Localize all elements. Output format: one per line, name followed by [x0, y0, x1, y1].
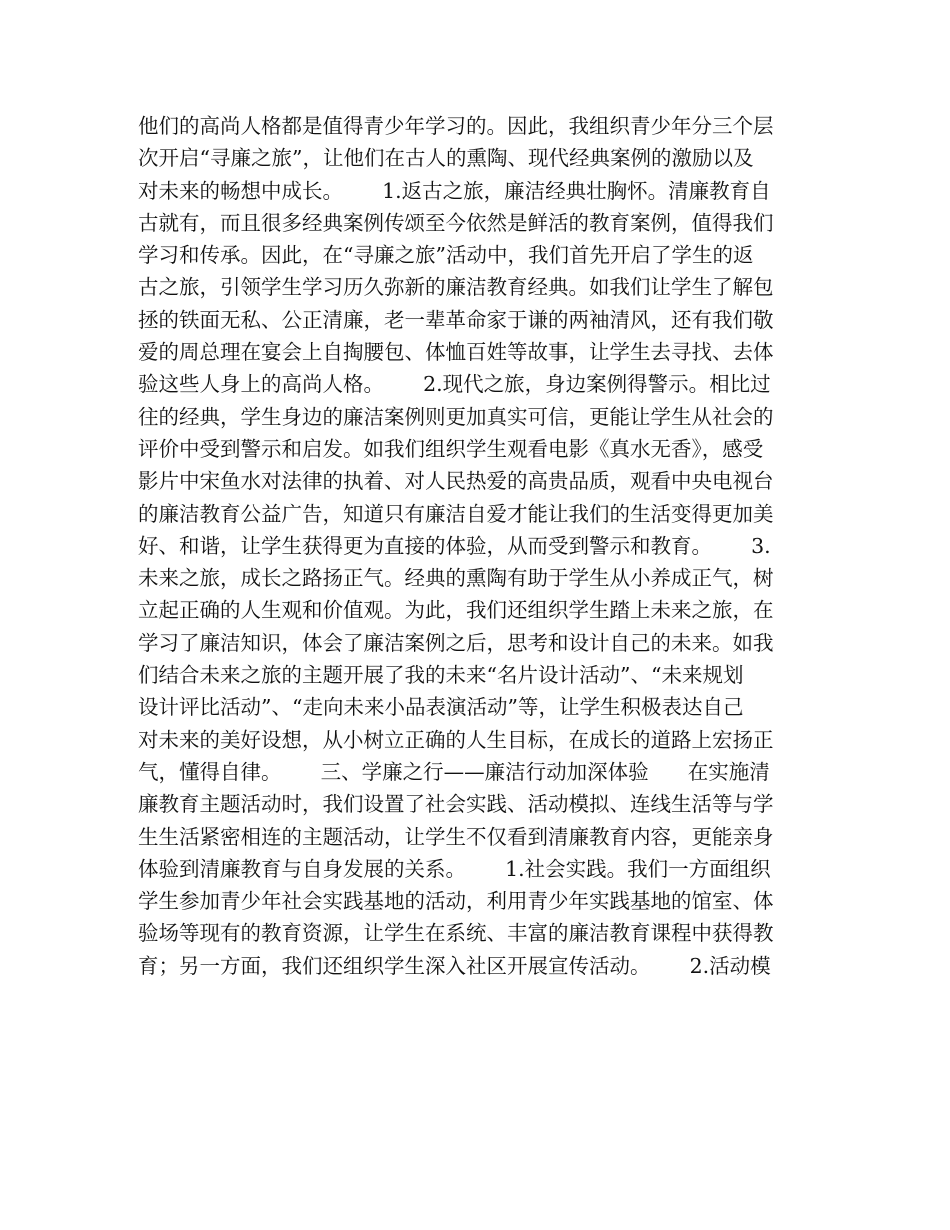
text-line: 拯的铁面无私、公正清廉，老一辈革命家于谦的两袖清风，还有我们敬 [138, 307, 774, 332]
text-line: 影片中宋鱼水对法律的执着、对人民热爱的高贵品质，观看中央电视台 [138, 469, 774, 494]
text-line: 对未来的美好设想，从小树立正确的人生目标，在成长的道路上宏扬正 [138, 727, 774, 752]
text-line: 评价中受到警示和启发。如我们组织学生观看电影《真水无香》，感受 [138, 436, 764, 461]
text-line: 爱的周总理在宴会上自掏腰包、体恤百姓等故事，让学生去寻找、去体 [138, 340, 774, 365]
text-line: 学生参加青少年社会实践基地的活动，利用青少年实践基地的馆室、体 [138, 889, 774, 914]
text-line: 学习了廉洁知识，体会了廉洁案例之后，思考和设计自己的未来。如我 [138, 630, 774, 655]
body-text [138, 110, 818, 982]
text-line: 生生活紧密相连的主题活动，让学生不仅看到清廉教育内容，更能亲身 [138, 824, 774, 849]
text-line: 立起正确的人生观和价值观。为此，我们还组织学生踏上未来之旅，在 [138, 598, 774, 623]
text-line: 气，懂得自律。 三、学廉之行——廉洁行动加深体验 在实施清 [138, 759, 770, 784]
text-line: 好、和谐，让学生获得更为直接的体验，从而受到警示和教育。 3. [138, 533, 771, 558]
text-line: 次开启“寻廉之旅”，让他们在古人的熏陶、现代经典案例的激励以及 [138, 146, 754, 171]
text-line: 验场等现有的教育资源，让学生在系统、丰富的廉洁教育课程中获得教 [138, 921, 774, 946]
text-line: 古就有，而且很多经典案例传颂至今依然是鲜活的教育案例，值得我们 [138, 210, 774, 235]
text-line: 的廉洁教育公益广告，知道只有廉洁自爱才能让我们的生活变得更加美 [138, 501, 774, 526]
text-line: 体验到清廉教育与自身发展的关系。 1.社会实践。我们一方面组织 [138, 856, 771, 881]
text-line: 未来之旅，成长之路扬正气。经典的熏陶有助于学生从小养成正气，树 [138, 566, 774, 591]
text-line: 设计评比活动”、“走向未来小品表演活动”等，让学生积极表达自己 [138, 695, 744, 720]
text-line: 学习和传承。因此，在“寻廉之旅”活动中，我们首先开启了学生的返 [138, 243, 754, 268]
text-line: 古之旅，引领学生学习历久弥新的廉洁教育经典。如我们让学生了解包 [138, 275, 774, 300]
text-line: 育；另一方面，我们还组织学生深入社区开展宣传活动。 2.活动模 [138, 953, 771, 978]
text-line: 对未来的畅想中成长。 1.返古之旅，廉洁经典壮胸怀。清廉教育自 [138, 178, 771, 203]
text-line: 往的经典，学生身边的廉洁案例则更加真实可信，更能让学生从社会的 [138, 404, 774, 429]
text-line: 他们的高尚人格都是值得青少年学习的。因此，我组织青少年分三个层 [138, 114, 774, 138]
text-line: 验这些人身上的高尚人格。 2.现代之旅，身边案例得警示。相比过 [138, 372, 771, 397]
text-line: 们结合未来之旅的主题开展了我的未来“名片设计活动”、“未来规划 [138, 663, 744, 688]
text-line: 廉教育主题活动时，我们设置了社会实践、活动模拟、连线生活等与学 [138, 792, 774, 817]
